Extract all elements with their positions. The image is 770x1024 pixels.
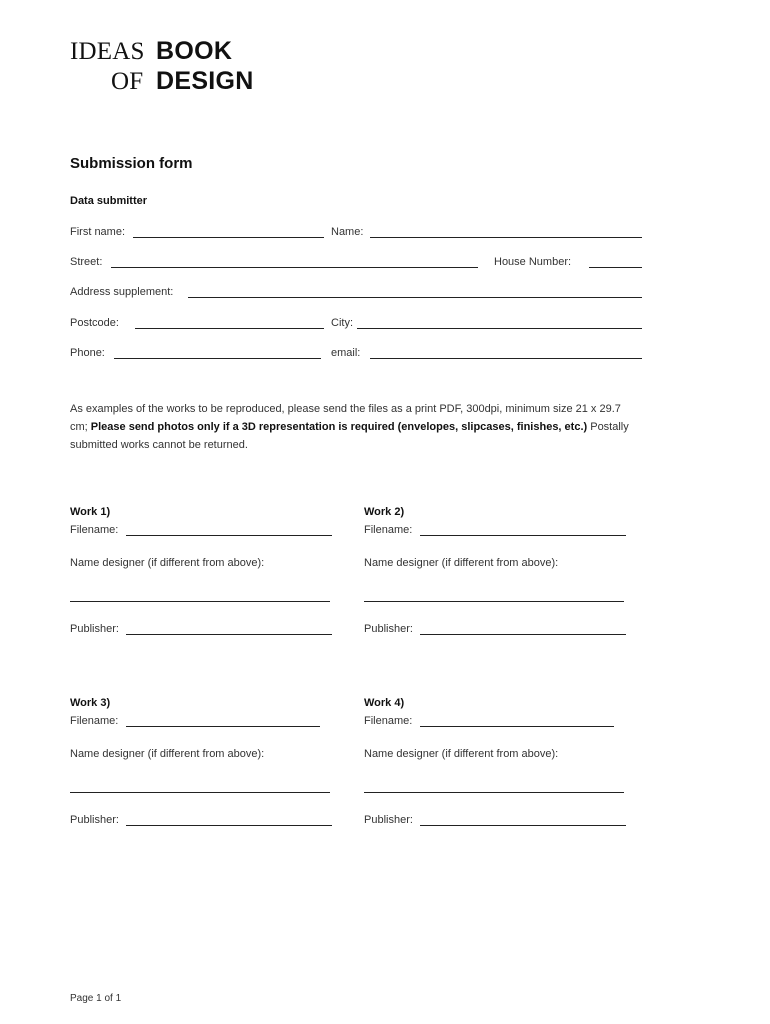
phone-field[interactable] [114,358,321,359]
work-2-filename-field[interactable] [420,535,626,536]
work-2-designer-label: Name designer (if different from above): [364,557,559,569]
work-3-publisher-field[interactable] [126,825,332,826]
work-1-designer-field[interactable] [70,601,330,602]
logo-ideas: IDEAS [70,38,145,65]
name-label: Name: [331,226,364,238]
first-name-field[interactable] [133,237,324,238]
instructions-part1: As examples of the works to be reproduced, please send the files as a print PDF, 300dpi, minimum size 21 x 29.7 cm; [70,403,621,433]
work-2-publisher-label: Publisher: [364,623,413,635]
name-field[interactable] [370,237,642,238]
work-1-filename-field[interactable] [126,535,332,536]
instructions-part3: Postally submitted works cannot be returned. [70,421,629,451]
work-4-title: Work 4) [364,697,405,709]
work-4-filename-field[interactable] [420,726,614,727]
street-field[interactable] [111,267,478,268]
work-3-publisher-label: Publisher: [70,814,119,826]
work-1-publisher-field[interactable] [126,634,332,635]
email-field[interactable] [370,358,642,359]
address-supplement-label: Address supplement: [70,286,174,298]
logo-book: BOOK [156,37,233,65]
work-4-designer-label: Name designer (if different from above): [364,748,559,760]
house-number-label: House Number: [494,256,572,268]
work-4-filename-label: Filename: [364,715,413,727]
work-1-title: Work 1) [70,506,111,518]
house-number-field[interactable] [589,267,642,268]
instructions-part2: Please send photos only if a 3D representation is required (envelopes, slipcases, finishes, etc.) [90,421,588,433]
section-title-data-submitter: Data submitter [70,195,148,207]
work-3-designer-label: Name designer (if different from above): [70,748,265,760]
logo-of: OF [111,68,144,95]
work-2-designer-field[interactable] [364,601,624,602]
work-4-publisher-field[interactable] [420,825,626,826]
first-name-label: First name: [70,226,126,238]
work-2-title: Work 2) [364,506,405,518]
work-3-designer-field[interactable] [70,792,330,793]
page-title: Submission form [70,155,193,172]
work-2-filename-label: Filename: [364,524,413,536]
work-2-publisher-field[interactable] [420,634,626,635]
page-number: Page 1 of 1 [70,993,122,1004]
work-3-filename-field[interactable] [126,726,320,727]
street-label: Street: [70,256,103,268]
work-1-designer-label: Name designer (if different from above): [70,557,265,569]
phone-label: Phone: [70,347,105,359]
city-field[interactable] [357,328,642,329]
work-1-publisher-label: Publisher: [70,623,119,635]
address-supplement-field[interactable] [188,297,642,298]
postcode-label: Postcode: [70,317,119,329]
work-4-publisher-label: Publisher: [364,814,413,826]
work-3-title: Work 3) [70,697,111,709]
instructions-paragraph [70,400,640,454]
city-label: City: [331,317,353,329]
work-1-filename-label: Filename: [70,524,119,536]
logo-design: DESIGN [156,67,254,95]
work-3-filename-label: Filename: [70,715,119,727]
email-label: email: [331,347,361,359]
work-4-designer-field[interactable] [364,792,624,793]
postcode-field[interactable] [135,328,324,329]
